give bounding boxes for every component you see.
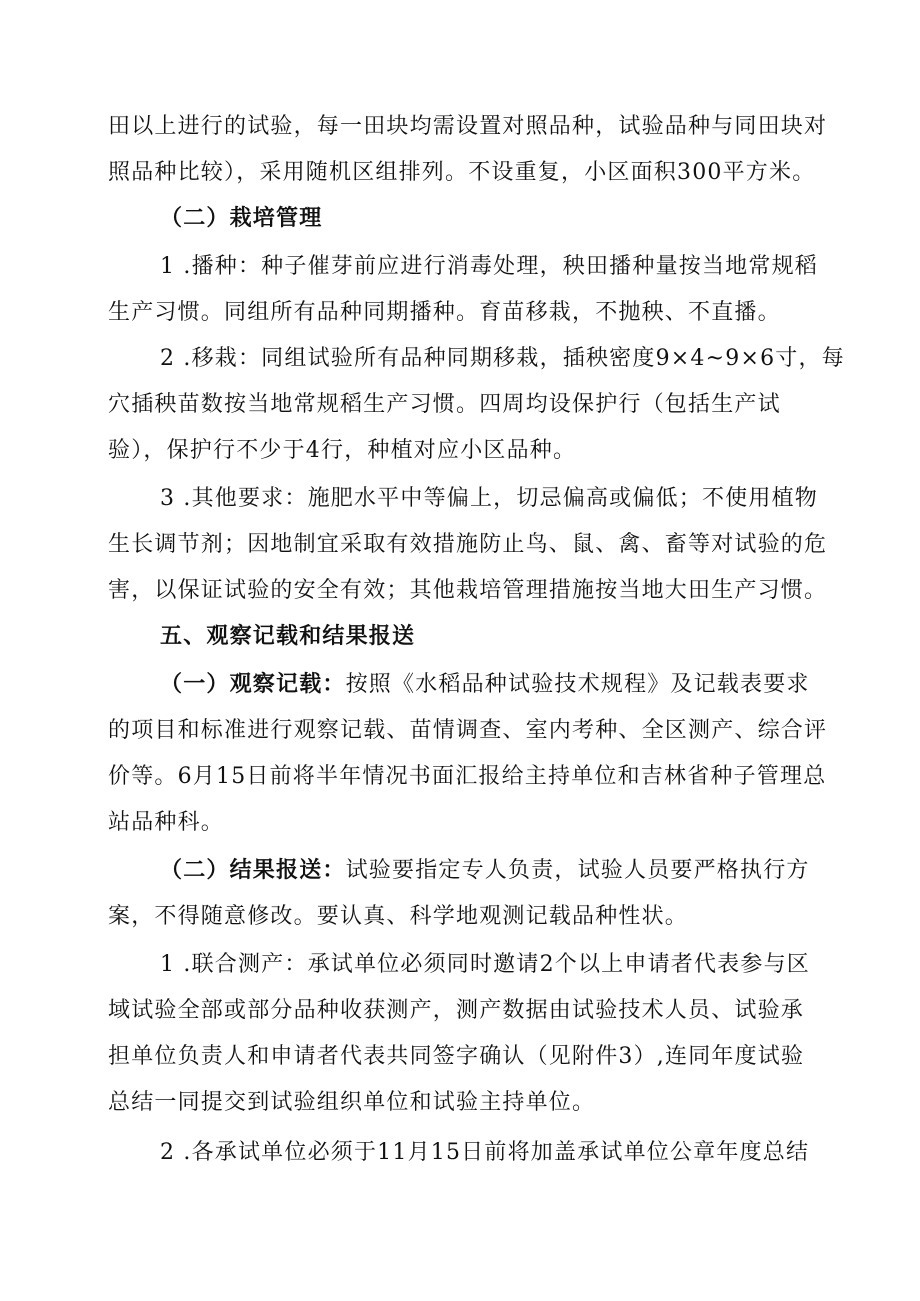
paragraph-line: 穴插秧苗数按当地常规稻生产习惯。四周均设保护行（包括生产试 bbox=[108, 392, 781, 417]
paragraph-line: 1 .联合测产：承试单位必须同时邀请2个以上申请者代表参与区 bbox=[160, 952, 810, 977]
paragraph-line: 田以上进行的试验，每一田块均需设置对照品种，试验品种与同田块对 bbox=[108, 114, 828, 139]
paragraph-line: 总结一同提交到试验组织单位和试验主持单位。 bbox=[108, 1090, 596, 1115]
paragraph-text: 按照《水稻品种试验技术规程》及记载表要求 bbox=[345, 672, 810, 697]
section-heading-cultivation: （二）栽培管理 bbox=[160, 206, 323, 231]
paragraph-line: 2 .各承试单位必须于11月15日前将加盖承试单位公章年度总结 bbox=[160, 1140, 810, 1165]
paragraph-line: 验），保护行不少于4行，种植对应小区品种。 bbox=[108, 438, 577, 463]
paragraph-line: 担单位负责人和申请者代表共同签字确认（见附件3）,连同年度试验 bbox=[108, 1044, 805, 1069]
paragraph-line: 价等。6月15日前将半年情况书面汇报给主持单位和吉林省种子管理总 bbox=[108, 764, 827, 789]
paragraph-line: 1 .播种：种子催芽前应进行消毒处理，秧田播种量按当地常规稻 bbox=[160, 254, 818, 279]
paragraph-line: 害，以保证试验的安全有效；其他栽培管理措施按当地大田生产习惯。 bbox=[108, 578, 828, 603]
section-heading-observation-reporting: 五、观察记载和结果报送 bbox=[160, 624, 416, 649]
paragraph-line: 照品种比较），采用随机区组排列。不设重复，小区面积300平方米。 bbox=[108, 160, 816, 185]
paragraph-text: 试验要指定专人负责，试验人员要严格执行方 bbox=[345, 858, 810, 883]
paragraph-line: 3 .其他要求：施肥水平中等偏上，切忌偏高或偏低；不使用植物 bbox=[160, 486, 818, 511]
paragraph-line: 2 .移栽：同组试验所有品种同期移栽，插秧密度9×4~9×6寸，每 bbox=[160, 346, 845, 371]
paragraph-line: 站品种科。 bbox=[108, 810, 225, 835]
paragraph-line: 案，不得随意修改。要认真、科学地观测记载品种性状。 bbox=[108, 904, 689, 929]
paragraph-line: 域试验全部或部分品种收获测产，测产数据由试验技术人员、试验承 bbox=[108, 998, 805, 1023]
subheading-observation: （一）观察记载： bbox=[160, 672, 346, 697]
paragraph-line: 生长调节剂；因地制宜采取有效措施防止鸟、鼠、禽、畜等对试验的危 bbox=[108, 532, 828, 557]
paragraph-line: 生产习惯。同组所有品种同期播种。育苗移栽，不抛秧、不直播。 bbox=[108, 300, 781, 325]
subheading-result-reporting: （二）结果报送： bbox=[160, 858, 346, 883]
paragraph-line bbox=[160, 670, 810, 700]
paragraph-line: 的项目和标准进行观察记载、苗情调查、室内考种、全区测产、综合评 bbox=[108, 718, 828, 743]
paragraph-line bbox=[160, 856, 810, 886]
